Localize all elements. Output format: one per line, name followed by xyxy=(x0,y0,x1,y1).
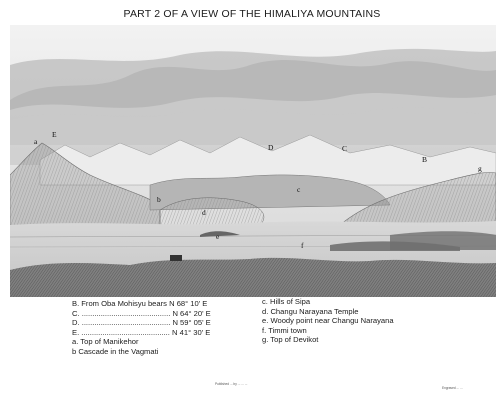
legend-row-B: B. From Oba Mohisyu bears N 68° 10' E xyxy=(72,299,208,308)
page-title: PART 2 OF A VIEW OF THE HIMALIYA MOUNTAINS xyxy=(123,8,381,20)
plate-letter-g: g xyxy=(478,164,482,173)
plate-letter-d: d xyxy=(202,208,206,217)
plate-letter-E: E xyxy=(52,130,57,139)
legend-row-D: D. .......................................... N 59° 05' E xyxy=(72,318,211,328)
legend-row-d: d. Changu Narayana Temple xyxy=(262,306,359,316)
legend-row-e: e. Woody point near Changu Narayana xyxy=(262,316,394,326)
legend-row-E: E. .......................................... N 41° 30' E xyxy=(72,327,211,337)
plate-letter-c: c xyxy=(297,185,301,194)
legend-row-C: C. .......................................... N 64° 20' E xyxy=(72,308,211,318)
legend-row-f: f. Timmi town xyxy=(262,325,307,335)
legend-row-b: b Cascade in the Vagmati xyxy=(72,346,159,356)
plate-letter-a: a xyxy=(34,137,38,146)
engraver-caption: Engraved ... ... xyxy=(442,386,463,390)
legend-row-c: c. Hills of Sipa xyxy=(262,297,311,306)
plate-letter-e: e xyxy=(216,232,220,241)
legend-row-g: g. Top of Devikot xyxy=(262,335,319,345)
legend-left xyxy=(72,299,211,357)
legend-right xyxy=(262,297,394,345)
plate-letter-C: C xyxy=(342,144,348,153)
legend-row-a: a. Top of Manikehor xyxy=(72,337,139,347)
plate-letter-f: f xyxy=(301,241,304,250)
publisher-caption: Published ... by ... ... ... xyxy=(215,382,248,386)
engraving-plate xyxy=(10,25,496,297)
plate-letter-D: D xyxy=(268,143,274,152)
plate-letter-b: b xyxy=(157,195,161,204)
plate-letter-B: B xyxy=(422,155,428,164)
